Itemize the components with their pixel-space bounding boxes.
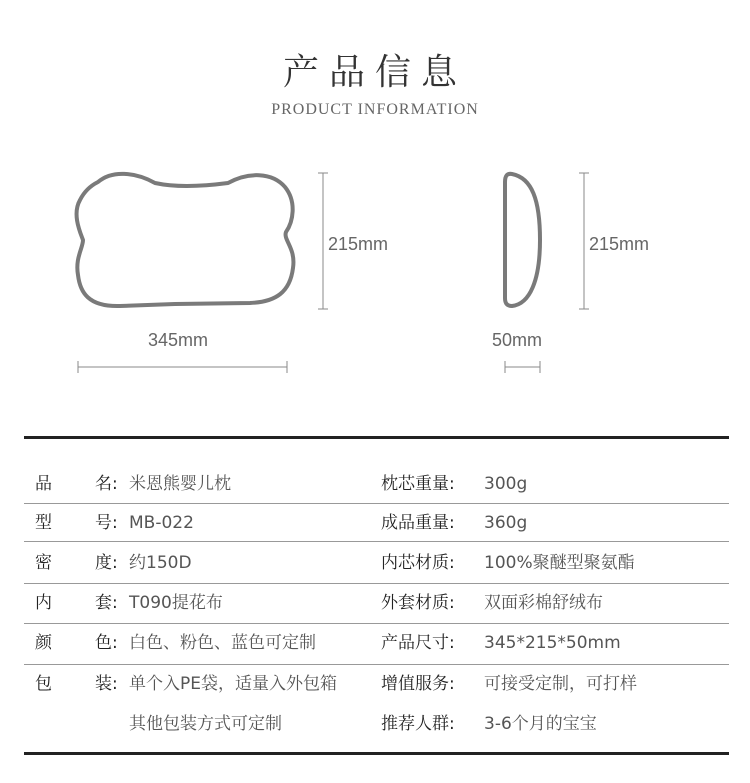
spec-key-char: 包 bbox=[35, 674, 52, 694]
pillow-side-outline bbox=[505, 174, 540, 306]
spec-key: 成品重量: bbox=[381, 513, 455, 533]
spec-value: 可接受定制，可打样 bbox=[484, 674, 637, 694]
spec-key-char: 装: bbox=[95, 674, 118, 694]
row-divider bbox=[24, 541, 729, 542]
row-divider bbox=[24, 664, 729, 665]
spec-key: 内芯材质: bbox=[381, 553, 455, 573]
spec-key: 枕芯重量: bbox=[381, 474, 455, 494]
pillow-front-outline bbox=[77, 174, 294, 306]
spec-value: 白色、粉色、蓝色可定制 bbox=[129, 633, 316, 653]
page-subtitle: PRODUCT INFORMATION bbox=[271, 101, 479, 118]
spec-key-char: 色: bbox=[95, 633, 118, 653]
spec-key-char: 型 bbox=[35, 513, 52, 533]
table-bottom-rule bbox=[24, 752, 729, 755]
spec-value: T090提花布 bbox=[129, 593, 223, 613]
spec-value: 360g bbox=[484, 513, 528, 533]
spec-key-char: 颜 bbox=[35, 633, 52, 653]
front-height-label: 215mm bbox=[328, 234, 389, 254]
spec-key-char: 密 bbox=[35, 553, 52, 573]
table-top-rule bbox=[24, 436, 729, 439]
spec-key-char: 品 bbox=[35, 474, 52, 494]
spec-value: 双面彩棉舒绒布 bbox=[484, 593, 603, 613]
spec-key: 产品尺寸: bbox=[381, 633, 455, 653]
spec-value: 300g bbox=[484, 474, 528, 494]
spec-value: 其他包装方式可定制 bbox=[129, 714, 282, 734]
spec-value: 100%聚醚型聚氨酯 bbox=[484, 553, 635, 573]
spec-key: 推荐人群: bbox=[381, 714, 455, 734]
spec-key-char: 套: bbox=[95, 593, 118, 613]
spec-key: 外套材质: bbox=[381, 593, 455, 613]
spec-key-char: 内 bbox=[35, 593, 52, 613]
spec-key-char: 号: bbox=[95, 513, 118, 533]
spec-value: 米恩熊婴儿枕 bbox=[129, 474, 231, 494]
side-height-label: 215mm bbox=[589, 234, 650, 254]
spec-value: 345*215*50mm bbox=[484, 633, 621, 653]
spec-key-char: 名: bbox=[95, 474, 118, 494]
spec-value: 3-6个月的宝宝 bbox=[484, 714, 597, 734]
spec-key-char: 度: bbox=[95, 553, 118, 573]
row-divider bbox=[24, 583, 729, 584]
side-thickness-label: 50mm bbox=[492, 330, 543, 350]
spec-value: 单个入PE袋，适量入外包箱 bbox=[129, 674, 337, 694]
page-title: 产品信息 bbox=[282, 52, 467, 93]
row-divider bbox=[24, 623, 729, 624]
spec-key: 增值服务: bbox=[381, 674, 455, 694]
row-divider bbox=[24, 503, 729, 504]
spec-value: 约150D bbox=[129, 553, 192, 573]
front-width-label: 345mm bbox=[148, 330, 209, 350]
spec-value: MB-022 bbox=[129, 513, 194, 533]
